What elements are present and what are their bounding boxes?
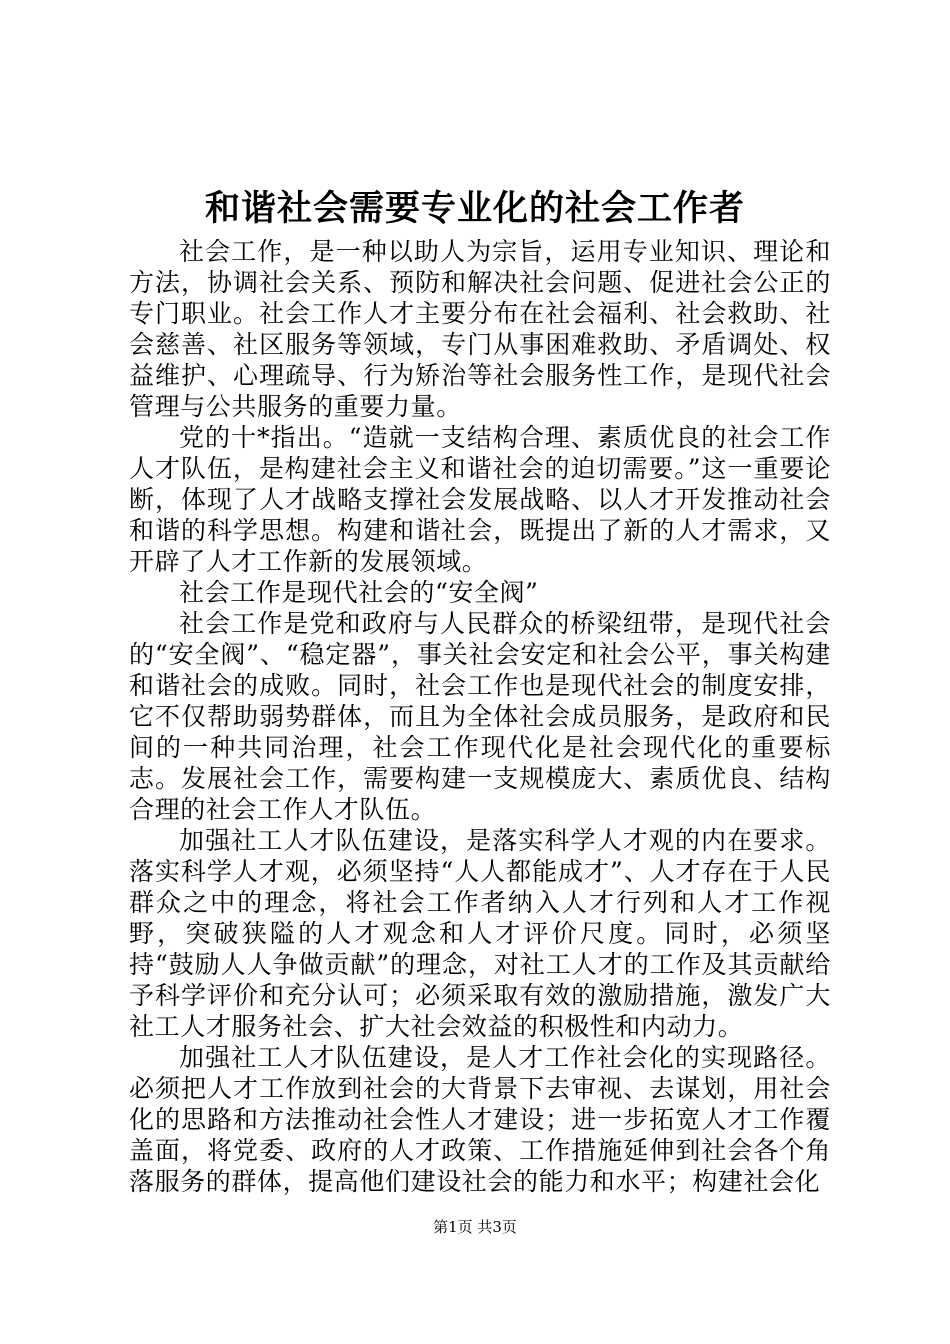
document-title: 和谐社会需要专业化的社会工作者 bbox=[204, 188, 745, 229]
paragraph: 党的十*指出。“造就一支结构合理、素质优良的社会工作人才队伍，是构建社会主义和谐社会的迫切需要。”这一重要论断，体现了人才战略支撑社会发展战略、以人才开发推动社会和谐的科学思想。构建和谐社会，既提出了新的人才需求，又开辟了人才工作新的发展领域。 bbox=[129, 423, 831, 576]
paragraph: 加强社工人才队伍建设，是人才工作社会化的实现路径。必须把人才工作放到社会的大背景下去审视、去谋划，用社会化的思路和方法推动社会性人才建设；进一步拓宽人才工作覆盖面，将党委、政府的人才政策、工作措施延伸到社会各个角落服务的群体，提高他们建设社会的能力和水平；构建社会化 bbox=[129, 1043, 831, 1196]
paragraph: 加强社工人才队伍建设，是落实科学人才观的内在要求。落实科学人才观，必须坚持“人人都能成才”、人才存在于人民群众之中的理念，将社会工作者纳入人才行列和人才工作视野，突破狭隘的人才观念和人才评价尺度。同时，必须坚持“鼓励人人争做贡献”的理念，对社工人才的工作及其贡献给予科学评价和充分认可；必须采取有效的激励措施，激发广大社工人才服务社会、扩大社会效益的积极性和内动力。 bbox=[129, 826, 831, 1041]
page-footer: 第1页 共3页 bbox=[433, 1218, 517, 1236]
paragraph: 社会工作是党和政府与人民群众的桥梁纽带，是现代社会的“安全阀”、“稳定器”，事关社会安定和社会公平，事关构建和谐社会的成败。同时，社会工作也是现代社会的制度安排，它不仅帮助弱势群体，而且为全体社会成员服务，是政府和民间的一种共同治理，社会工作现代化是社会现代化的重要标志。发展社会工作，需要构建一支规模庞大、素质优良、结构合理的社会工作人才队伍。 bbox=[129, 609, 831, 824]
section-heading: 社会工作是现代社会的“安全阀” bbox=[179, 578, 539, 607]
document-body bbox=[129, 236, 831, 1197]
paragraph: 社会工作，是一种以助人为宗旨，运用专业知识、理论和方法，协调社会关系、预防和解决社会问题、促进社会公正的专门职业。社会工作人才主要分布在社会福利、社会救助、社会慈善、社区服务等领域，专门从事困难救助、矛盾调处、权益维护、心理疏导、行为矫治等社会服务性工作，是现代社会管理与公共服务的重要力量。 bbox=[129, 237, 831, 421]
